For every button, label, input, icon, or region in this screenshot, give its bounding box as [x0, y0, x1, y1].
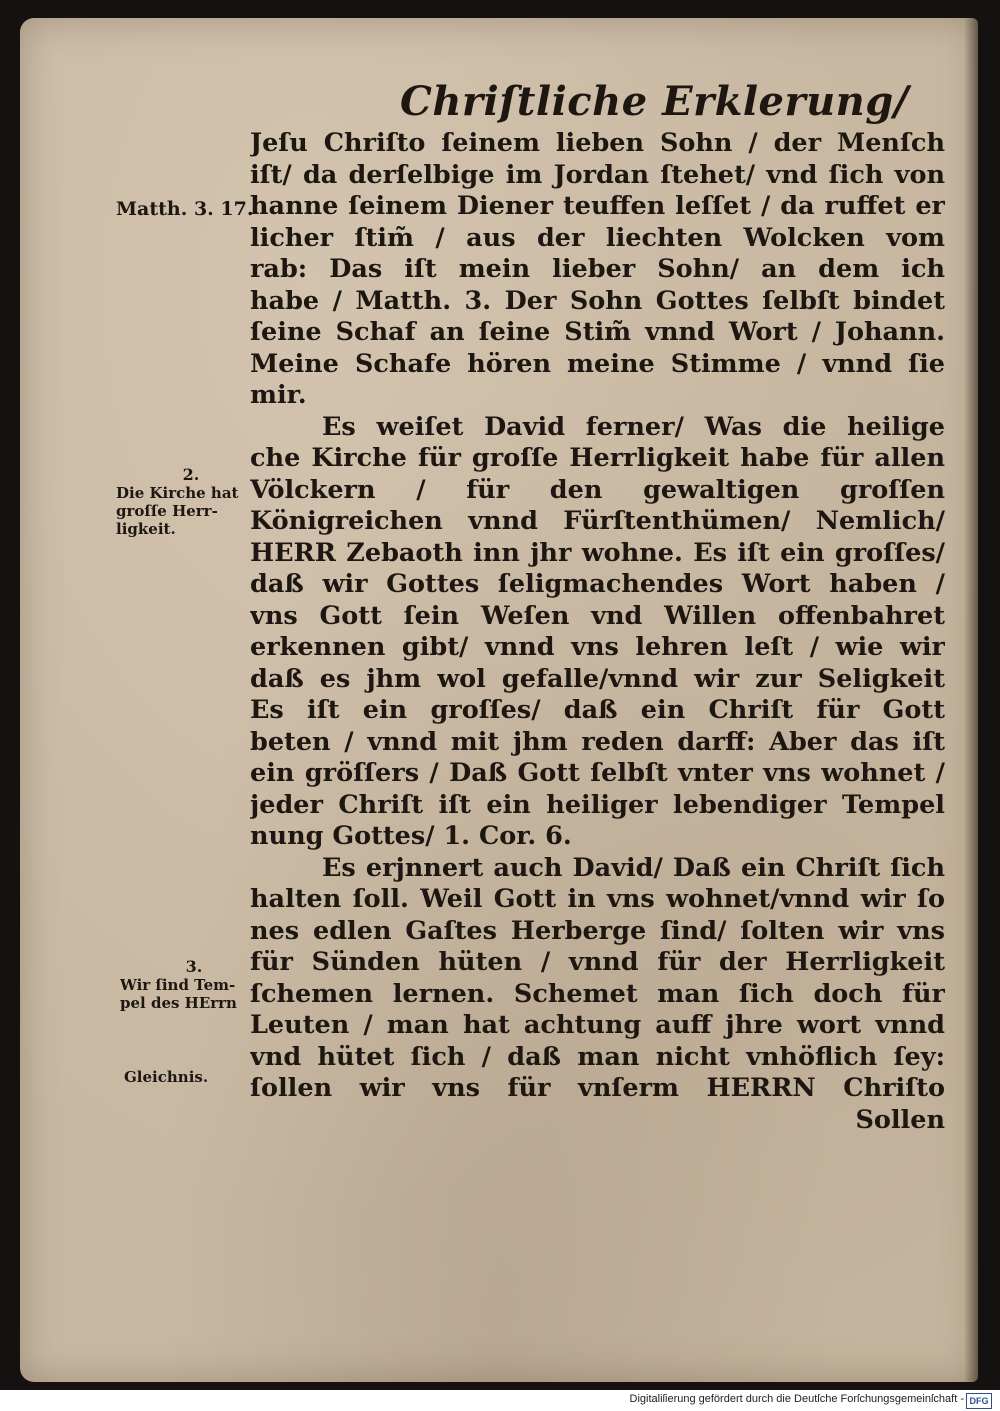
margin-ref-text: Matth. 3. 17. — [116, 198, 254, 220]
page-edge-shadow — [964, 18, 978, 1382]
text-line: hanne ſeinem Diener teuffen leſſet / da ruffet er — [250, 191, 945, 221]
text-line: ſollen wir vns für vnſerm HERRN Chriſto — [250, 1073, 945, 1103]
text-line: beten / vnnd mit jhm reden darff: Aber das iſt — [250, 726, 945, 757]
text-line: ein gröſſers / Daß Gott ſelbſt vnter vns wohnet / — [250, 758, 945, 788]
text-line: mir. — [250, 380, 307, 410]
margin-note-number: 2. — [182, 465, 200, 484]
catchword: Sollen — [855, 1104, 945, 1135]
text-line: iſt/ da derſelbige im Jordan ſtehet/ vnd ſich von — [250, 159, 945, 190]
margin-note-line: Wir ſind Tem- — [120, 976, 236, 994]
text-line: für Sünden hüten / vnnd für der Herrligkeit — [250, 947, 945, 977]
funding-credit: Digitaliſierung gefördert durch die Deutſche Forſchungsgemeinſchaft - — [629, 1393, 964, 1405]
margin-note-line: groſſe Herr- — [116, 502, 218, 520]
text-line: Meine Schafe hören meine Stimme / vnnd ſie — [250, 348, 945, 379]
margin-note-3 — [120, 958, 268, 1012]
text-line: halten ſoll. Weil Gott in vns wohnet/vnnd wir ſo — [250, 884, 945, 914]
text-line: vnd hütet ſich / daß man nicht vnhöflich ſey: — [250, 1041, 945, 1072]
text-line: Jeſu Chriſto ſeinem lieben Sohn / der Menſch — [250, 128, 945, 158]
dfg-logo-icon: DFG — [966, 1393, 992, 1409]
running-title: Chriſtliche Erklerung/ — [400, 78, 909, 125]
text-line: Es iſt ein groſſes/ daß ein Chriſt für Gott — [250, 695, 945, 725]
text-line: daß wir Gottes ſeligmachendes Wort haben / — [250, 569, 945, 599]
text-line: daß es jhm wol gefalle/vnnd wir zur Seligkeit — [250, 663, 945, 694]
text-line: jeder Chriſt iſt ein heiliger lebendiger Tempel — [250, 789, 945, 820]
text-line: erkennen gibt/ vnnd vns lehren leſt / wie wir — [250, 632, 945, 662]
text-line: Es erjnnert auch David/ Daß ein Chriſt ſich — [322, 852, 945, 883]
text-line: nung Gottes/ 1. Cor. 6. — [250, 821, 572, 851]
text-line: Völckern / für den gewaltigen groſſen — [250, 474, 945, 505]
margin-note-line: pel des HErrn — [120, 994, 237, 1012]
margin-note-line: Gleichnis. — [124, 1068, 209, 1086]
text-line: HERR Zebaoth inn jhr wohne. Es iſt ein groſſes/ — [250, 537, 945, 568]
text-line: rab: Das iſt mein lieber Sohn/ an dem ich — [250, 254, 945, 284]
text-line: che Kirche für groſſe Herrligkeit habe für allen — [250, 443, 945, 473]
text-line: ſchemen lernen. Schemet man ſich doch für — [250, 978, 945, 1009]
margin-note-number: 3. — [185, 957, 203, 976]
text-line: habe / Matth. 3. Der Sohn Gottes ſelbſt bindet — [250, 285, 945, 316]
body-text — [250, 128, 945, 1136]
text-line: nes edlen Gaſtes Herberge ſind/ ſolten wir vns — [250, 915, 945, 946]
footer-bar — [0, 1390, 1000, 1411]
text-line: Königreichen vnnd Fürſtenthümen/ Nemlich/ — [250, 506, 945, 536]
margin-note-line: Die Kirche hat — [116, 484, 239, 502]
text-line: ſeine Schaf an ſeine Stim̃ vnnd Wort / Johann. — [250, 317, 945, 347]
margin-note-2 — [116, 466, 266, 538]
text-line: Leuten / man hat achtung auff jhre wort vnnd — [250, 1010, 945, 1040]
text-line: licher ſtim̃ / aus der liechten Wolcken vom — [250, 222, 945, 253]
text-line: vns Gott ſein Weſen vnd Willen offenbahret — [250, 600, 945, 631]
text-line: Es weiſet David ferner/ Was die heilige — [322, 411, 945, 442]
margin-note-line: ligkeit. — [116, 520, 176, 538]
